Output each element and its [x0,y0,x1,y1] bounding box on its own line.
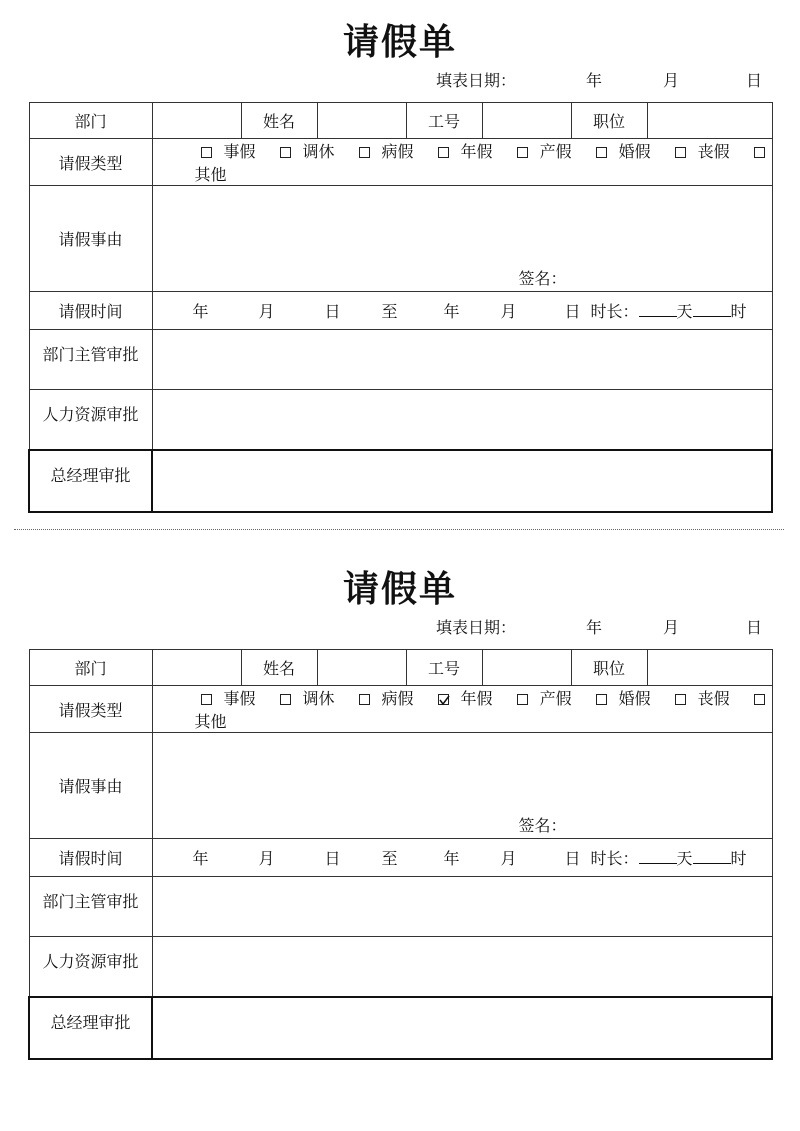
hr-approval-field[interactable] [152,937,772,997]
leave-type-option[interactable]: 调休 [274,142,341,161]
checkbox-icon[interactable] [517,147,528,158]
name-field[interactable] [317,650,406,686]
leave-type-option[interactable]: 婚假 [590,689,657,708]
fill-date-label: 填表日期： [436,618,517,637]
dept-manager-approval-field[interactable] [152,877,772,937]
checkbox-icon[interactable] [675,147,686,158]
checkbox-icon[interactable] [596,147,607,158]
dept-manager-approval-label: 部门主管审批 [29,877,152,937]
leave-type-option[interactable]: 其他 [189,689,771,731]
reason-label: 请假事由 [29,733,152,839]
leave-type-label: 请假类型 [29,686,152,733]
hr-approval-field[interactable] [152,390,772,450]
leave-type-option[interactable]: 丧假 [669,689,736,708]
leave-type-option[interactable]: 丧假 [669,142,736,161]
position-field[interactable] [647,103,772,139]
time-label: 请假时间 [29,292,152,330]
reason-label: 请假事由 [29,186,152,292]
date-day: 日 [746,71,763,90]
gm-approval-label: 总经理审批 [29,997,152,1059]
position-label: 职位 [571,650,647,686]
id-label: 工号 [406,650,482,686]
checkbox-icon[interactable] [359,694,370,705]
leave-form-table [28,102,773,513]
date-month: 月 [663,71,680,90]
name-label: 姓名 [241,103,317,139]
time-field[interactable]: 年 月 日 至 年 月 日 时长： 天 时 [152,839,772,877]
form-title: 请假单 [342,21,457,63]
checked-box-icon[interactable] [438,694,449,705]
date-day: 日 [746,618,763,637]
leave-type-options [152,139,772,186]
date-year: 年 [586,71,603,90]
checkbox-icon[interactable] [438,147,449,158]
leave-type-label: 请假类型 [29,139,152,186]
leave-type-option[interactable]: 事假 [195,689,262,708]
checkbox-icon[interactable] [280,147,291,158]
leave-type-option[interactable]: 婚假 [590,142,657,161]
checkbox-icon[interactable] [201,694,212,705]
leave-type-options [152,686,772,733]
form-title: 请假单 [342,568,457,610]
position-label: 职位 [571,103,647,139]
reason-field[interactable] [152,186,772,292]
id-field[interactable] [482,650,571,686]
checkbox-icon[interactable] [280,694,291,705]
fill-date-label: 填表日期： [436,71,517,90]
name-label: 姓名 [241,650,317,686]
signature-label: 签名： [518,816,567,835]
dept-manager-approval-field[interactable] [152,330,772,390]
date-year: 年 [586,618,603,637]
checkbox-icon[interactable] [754,694,765,705]
leave-type-option[interactable]: 调休 [274,689,341,708]
cut-line [14,529,784,530]
hr-approval-label: 人力资源审批 [29,937,152,997]
time-label: 请假时间 [29,839,152,877]
dept-manager-approval-label: 部门主管审批 [29,330,152,390]
leave-form-table [28,649,773,1060]
dept-field[interactable] [152,103,241,139]
leave-type-option[interactable]: 其他 [189,142,771,184]
reason-field[interactable] [152,733,772,839]
date-month: 月 [663,618,680,637]
checkbox-icon[interactable] [675,694,686,705]
leave-type-option[interactable]: 病假 [353,142,420,161]
checkbox-icon[interactable] [517,694,528,705]
gm-approval-label: 总经理审批 [29,450,152,512]
dept-label: 部门 [29,650,152,686]
signature-label: 签名： [518,269,567,288]
checkbox-icon[interactable] [596,694,607,705]
leave-type-option[interactable]: 病假 [353,689,420,708]
checkbox-icon[interactable] [201,147,212,158]
id-field[interactable] [482,103,571,139]
position-field[interactable] [647,650,772,686]
id-label: 工号 [406,103,482,139]
leave-type-option[interactable]: 产假 [511,142,578,161]
leave-type-option[interactable]: 产假 [511,689,578,708]
hr-approval-label: 人力资源审批 [29,390,152,450]
name-field[interactable] [317,103,406,139]
gm-approval-field[interactable] [152,450,772,512]
leave-type-option[interactable]: 年假 [432,689,499,708]
time-field[interactable]: 年 月 日 至 年 月 日 时长： 天 时 [152,292,772,330]
leave-type-option[interactable]: 年假 [432,142,499,161]
gm-approval-field[interactable] [152,997,772,1059]
dept-label: 部门 [29,103,152,139]
leave-type-option[interactable]: 事假 [195,142,262,161]
checkbox-icon[interactable] [359,147,370,158]
dept-field[interactable] [152,650,241,686]
checkbox-icon[interactable] [754,147,765,158]
